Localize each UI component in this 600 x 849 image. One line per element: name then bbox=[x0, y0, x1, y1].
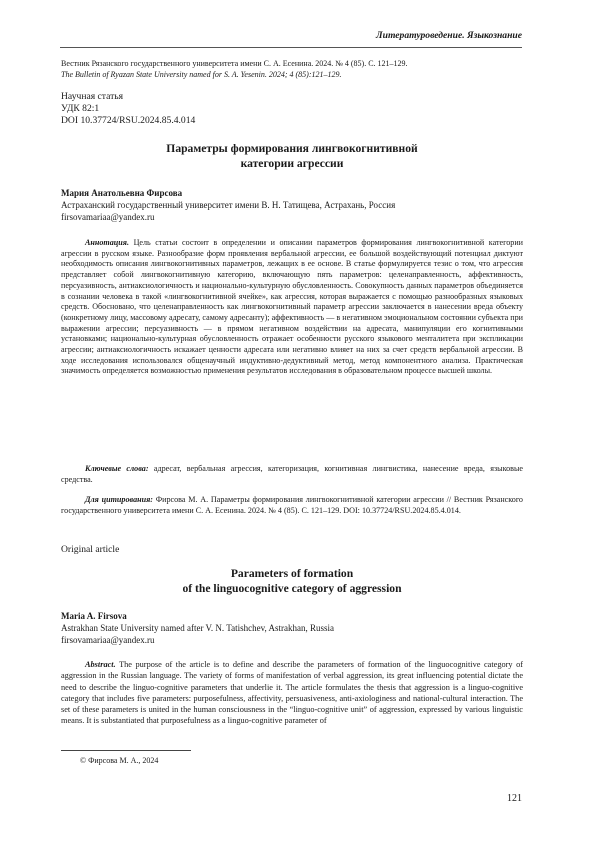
abstract-en bbox=[61, 659, 523, 727]
title-en bbox=[61, 566, 523, 596]
abstract-ru bbox=[61, 238, 523, 377]
journal-citation-en: The Bulletin of Ryazan State University named for S. A. Yesenin. 2024; 4 (85):121–129. bbox=[61, 70, 342, 79]
doi: DOI 10.37724/RSU.2024.85.4.014 bbox=[61, 115, 196, 126]
title-en-line-1: Parameters of formation bbox=[230, 567, 354, 580]
title-ru-line-1: Параметры формирования лингвокогнитивной bbox=[166, 142, 418, 155]
article-type-en: Original article bbox=[61, 544, 120, 555]
page-number: 121 bbox=[507, 793, 522, 804]
title-en-line-2: of the linguocognitive category of aggression bbox=[182, 582, 402, 595]
keywords-ru-text: адресат, вербальная агрессия, категоризация, когнитивная лингвистика, нанесение вреда, языковые средства. bbox=[61, 464, 524, 484]
citation-ru bbox=[61, 495, 523, 516]
article-type-ru: Научная статья bbox=[61, 91, 124, 102]
udc-code: УДК 82:1 bbox=[61, 103, 100, 114]
abstract-en-label: Abstract. bbox=[85, 660, 116, 669]
running-header: Литературоведение. Языкознание bbox=[376, 30, 522, 41]
header-rule bbox=[60, 47, 522, 48]
author-name-ru: Мария Анатольевна Фирсова bbox=[61, 188, 183, 198]
affiliation-ru: Астраханский государственный университет имени В. Н. Татищева, Астрахань, Россия bbox=[61, 200, 396, 210]
email-ru: firsovamariaa@yandex.ru bbox=[61, 212, 155, 222]
affiliation-en: Astrakhan State University named after V. N. Tatishchev, Astrakhan, Russia bbox=[61, 623, 334, 633]
keywords-ru bbox=[61, 464, 523, 485]
journal-citation-ru: Вестник Рязанского государственного университета имени С. А. Есенина. 2024. № 4 (85). С. 121–129. bbox=[61, 59, 408, 68]
abstract-en-text: The purpose of the article is to define and describe the parameters of formation of the linguocognitive category of aggression in the Russian language. The variety of forms of manifestation of verbal aggression, its great influencing potential dictate the need to describe the linguo-cognitive parameters that underlie it. The article formulates the thesis that aggression is a linguo-cognitive category that includes five parameters: purposefulness, affectivity, persuasiveness, anti-axiologiness and national-cultural interaction. The set of these parameters is united in the human consciousness in the “linguo-cognitive unit” of aggression, expressed by various linguistic means. It is substantiated that purposefulness as a linguo-cognitive parameter of bbox=[61, 660, 523, 726]
citation-ru-label: Для цитирования: bbox=[85, 495, 153, 504]
footnote-rule bbox=[61, 750, 191, 751]
citation-ru-text: Фирсова М. А. Параметры формирования лингвокогнитивной категории агрессии // Вестник Рязанского государственного университета имени С. А. Есенина. 2024. № 4 (85). С. 121–129. DOI: 10.37724/RSU.2024.85.4.014. bbox=[61, 495, 523, 515]
abstract-ru-label: Аннотация. bbox=[85, 238, 129, 247]
keywords-ru-label: Ключевые слова: bbox=[85, 464, 149, 473]
copyright-footnote: © Фирсова М. А., 2024 bbox=[80, 756, 159, 765]
email-en: firsovamariaa@yandex.ru bbox=[61, 635, 155, 645]
abstract-ru-text: Цель статьи состоит в определении и описании параметров формирования лингвокогнитивной категории агрессии в русском языке. Разнообразие форм проявления вербальной агрессии, ее большой воздействующий потенциал диктуют необходимость описания лингвокогнитивных параметров, лежащих в ее основе. В статье формулируется тезис о том, что агрессия представляет собой лингвокогнитивную категорию, включающую пять параметров: целенаправленность, аффективность, персуазивность, антиаксиологичность и национально-культурную обусловленность. Совокупность данных параметров объединяется в сознании человека в такой «лингвокогнитивной ячейке», как агрессия, которая выражается с помощью разнообразных языковых средств. Обосновано, что целенаправленность как лингвокогнитивный параметр агрессии заключается в нанесении вреда объекту (конкретному лицу, массовому адресату, самому адресанту); аффективность — в негативном эмоциональном состоянии субъекта при выражении агрессии; персуазивность — в прямом негативном воздействии на адресата, манипуляции его когнитивными установками; национально-культурная обусловленность отражает особенности русского языкового менталитета при экспликации агрессии; антиаксиологичность искажает ценности адресата или негативно влияет на них за счет средств вербальной агрессии. В ходе исследования использовался общенаучный индуктивно-дедуктивный метод, метод компонентного анализа. Практическая значимость определяется возможностью применения результатов исследования в образовательном процессе высшей школы. bbox=[61, 238, 523, 376]
title-ru bbox=[61, 141, 523, 171]
author-name-en: Maria A. Firsova bbox=[61, 611, 127, 621]
title-ru-line-2: категории агрессии bbox=[240, 157, 344, 170]
